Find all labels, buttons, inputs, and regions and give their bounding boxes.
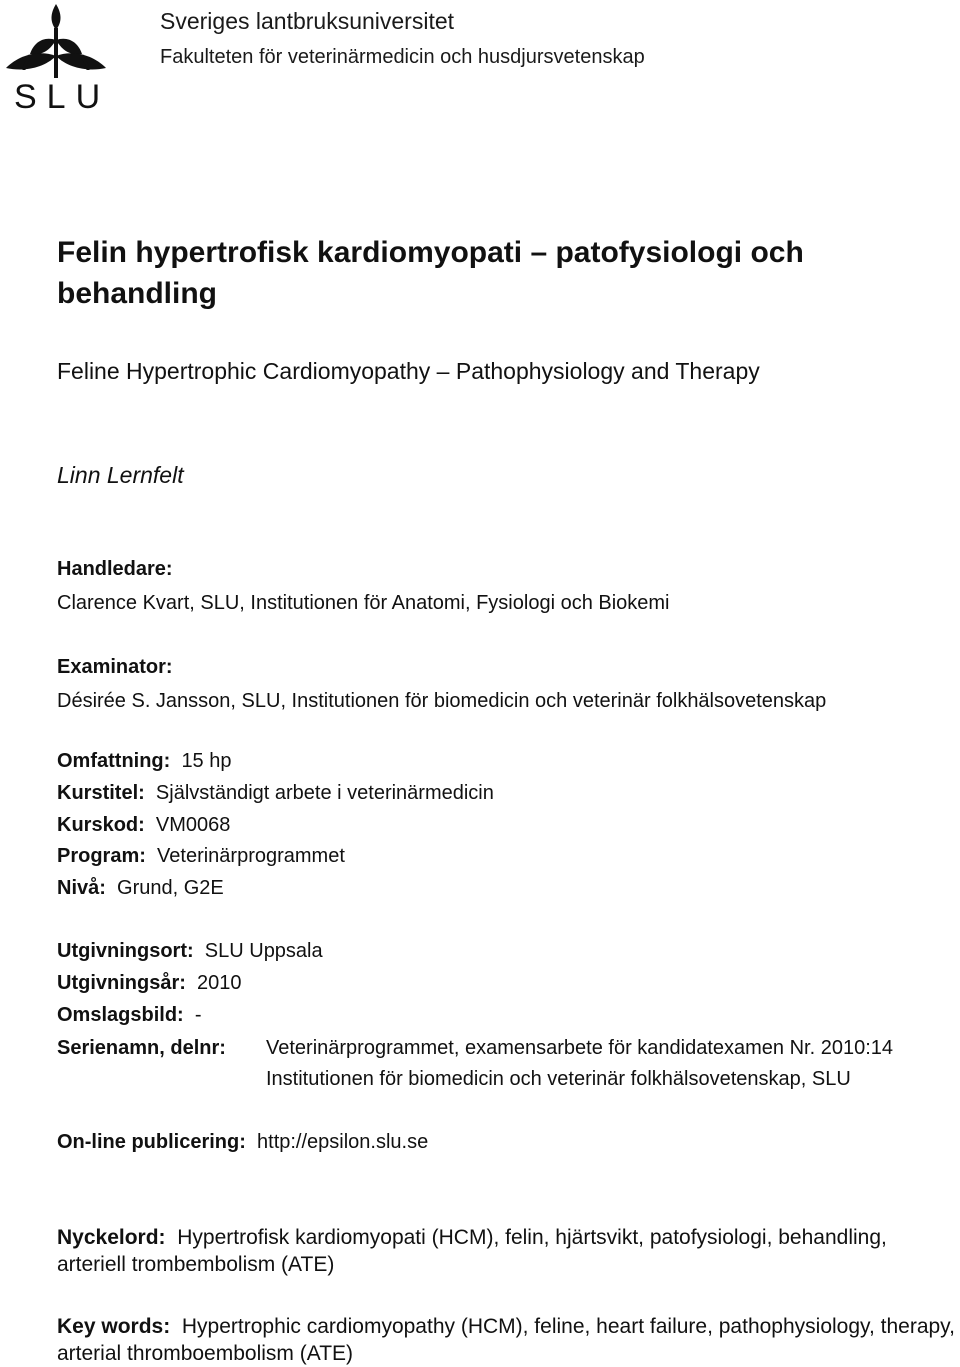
course-level: Nivå: Grund, G2E bbox=[57, 877, 224, 899]
supervisor-value: Clarence Kvart, SLU, Institutionen för Anatomi, Fysiologi och Biokemi bbox=[57, 592, 670, 614]
publication-year: Utgivningsår: 2010 bbox=[57, 972, 242, 994]
keywords-swedish: Nyckelord: Hypertrofisk kardiomyopati (HCM), felin, hjärtsvikt, patofysiologi, behandling, arteriell trombembolism (ATE) bbox=[57, 1226, 887, 1276]
author-name: Linn Lernfelt bbox=[57, 462, 184, 488]
keywords-english: Key words: Hypertrophic cardiomyopathy (HCM), feline, heart failure, pathophysiology, therapy, arterial thromboembolism (ATE) bbox=[57, 1315, 955, 1365]
thesis-title: Felin hypertrofisk kardiomyopati – patofysiologi och behandling bbox=[57, 236, 804, 310]
publication-place: Utgivningsort: SLU Uppsala bbox=[57, 940, 323, 962]
examiner-label: Examinator: bbox=[57, 656, 173, 678]
online-publishing: On-line publicering: http://epsilon.slu.se bbox=[57, 1131, 429, 1153]
series-line-2: Institutionen för biomedicin och veterinär folkhälsovetenskap, SLU bbox=[266, 1068, 851, 1090]
cover-image: Omslagsbild: - bbox=[57, 1004, 202, 1026]
slu-logo bbox=[0, 0, 112, 115]
faculty-name: Fakulteten för veterinärmedicin och husdjursvetenskap bbox=[160, 46, 645, 68]
thesis-subtitle-english: Feline Hypertrophic Cardiomyopathy – Pathophysiology and Therapy bbox=[57, 358, 760, 384]
supervisor-label: Handledare: bbox=[57, 558, 173, 580]
logo-text: SLU bbox=[14, 78, 111, 116]
course-scope: Omfattning: 15 hp bbox=[57, 750, 232, 772]
course-program: Program: Veterinärprogrammet bbox=[57, 845, 345, 867]
university-name: Sveriges lantbruksuniversitet bbox=[160, 8, 455, 34]
series-label: Serienamn, delnr: bbox=[57, 1037, 226, 1059]
online-link[interactable]: http://epsilon.slu.se bbox=[257, 1131, 429, 1153]
course-code: Kurskod: VM0068 bbox=[57, 814, 231, 836]
series-line-1: Veterinärprogrammet, examensarbete för kandidatexamen Nr. 2010:14 bbox=[266, 1037, 894, 1059]
course-title: Kurstitel: Självständigt arbete i veterinärmedicin bbox=[57, 782, 494, 804]
examiner-value: Désirée S. Jansson, SLU, Institutionen för biomedicin och veterinär folkhälsovetenskap bbox=[57, 690, 827, 712]
